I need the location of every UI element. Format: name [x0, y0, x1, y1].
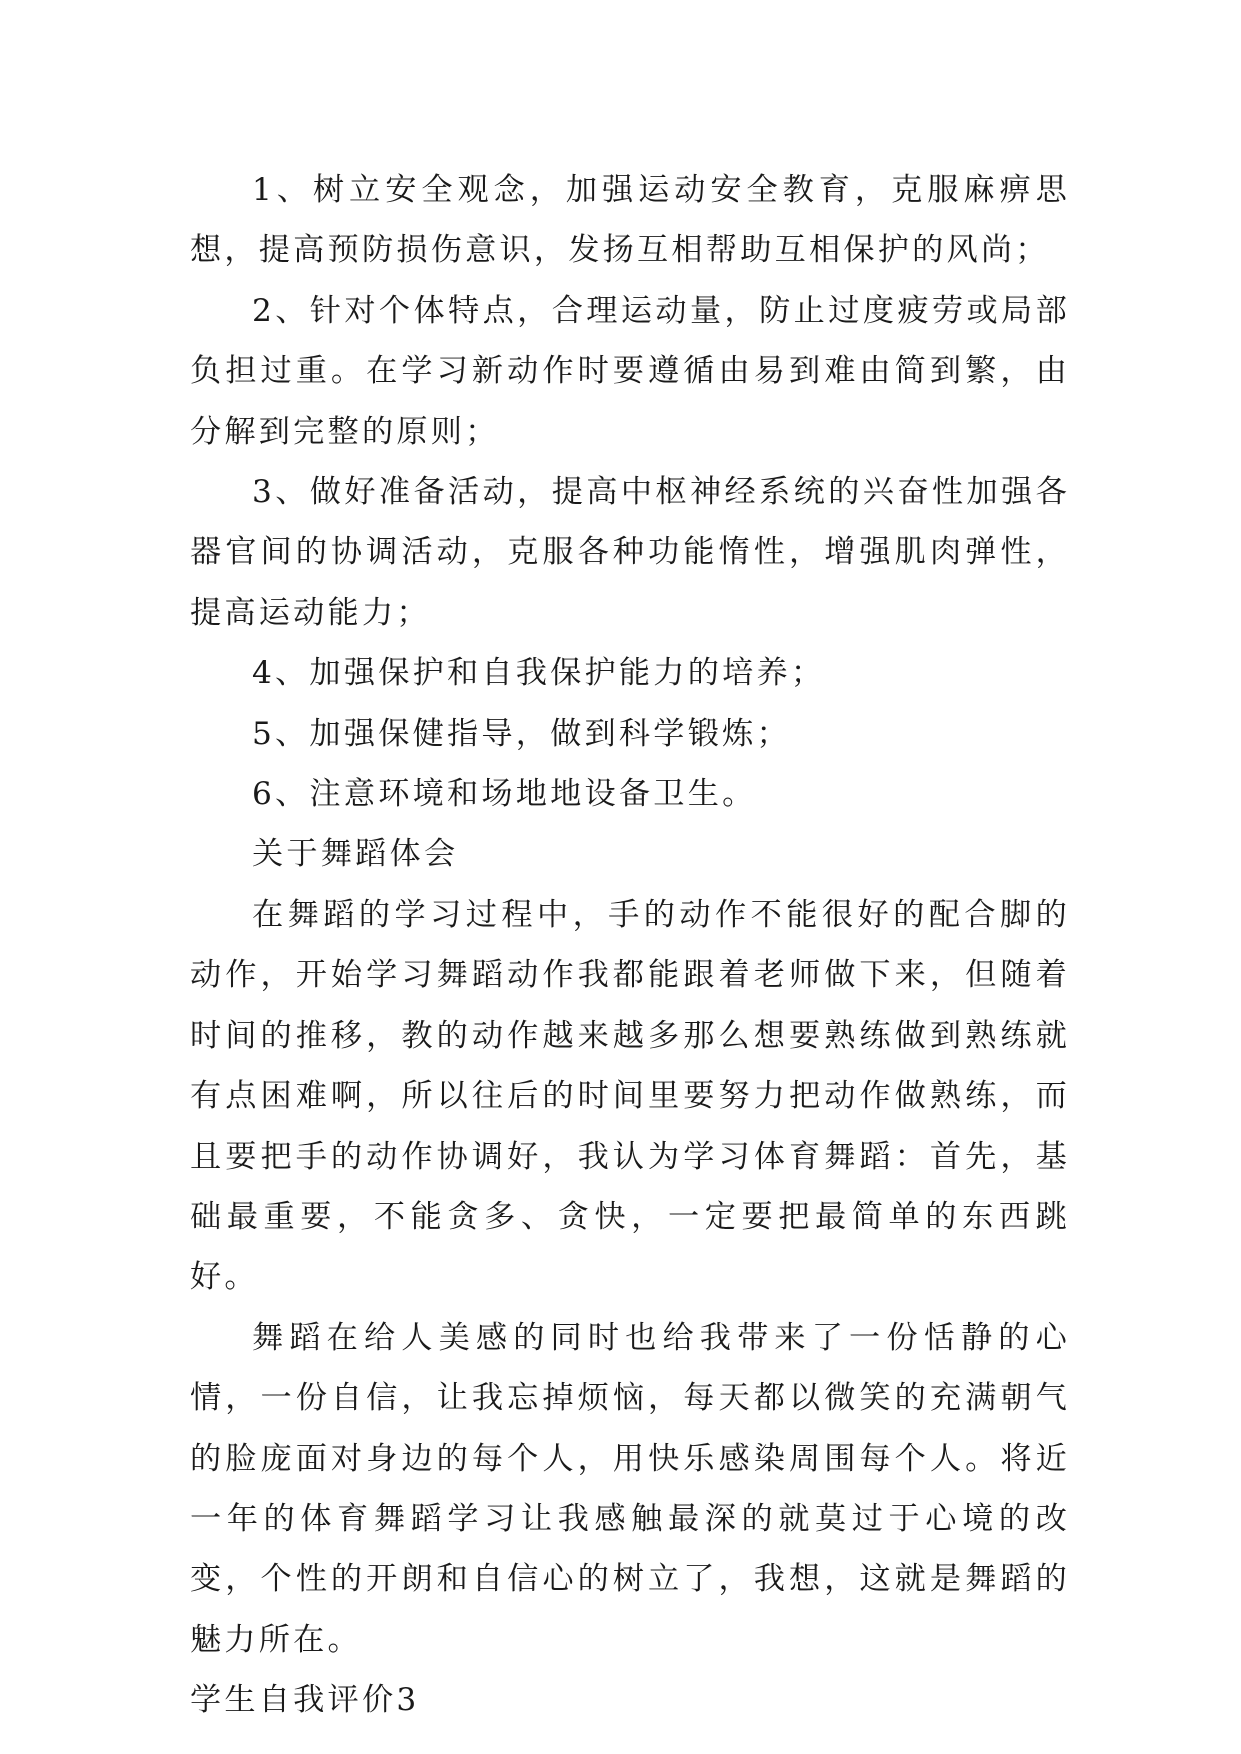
safety-item-1: 1、树立安全观念，加强运动安全教育，克服麻痹思想，提高预防损伤意识，发扬互相帮助互相保护的风尚； [190, 172, 1070, 269]
dance-paragraph-2: 舞蹈在给人美感的同时也给我带来了一份恬静的心情，一份自信，让我忘掉烦恼，每天都以微笑的充满朝气的脸庞面对身边的每个人，用快乐感染周围每个人。将近一年的体育舞蹈学习让我感触最深的就莫过于心境的改变，个性的开朗和自信心的树立了，我想，这就是舞蹈的魅力所在。 [190, 1319, 1070, 1658]
section-heading-self-evaluation: 学生自我评价3 [190, 1682, 420, 1719]
safety-item-4: 4、加强保护和自我保护能力的培养； [252, 655, 826, 692]
section-heading-dance: 关于舞蹈体会 [252, 836, 459, 873]
document-body [190, 160, 1070, 1731]
safety-item-6: 6、注意环境和场地地设备卫生。 [252, 776, 757, 813]
safety-item-2: 2、针对个体特点，合理运动量，防止过度疲劳或局部负担过重。在学习新动作时要遵循由易到难由简到繁，由分解到完整的原则； [190, 292, 1070, 450]
dance-paragraph-1: 在舞蹈的学习过程中，手的动作不能很好的配合脚的动作，开始学习舞蹈动作我都能跟着老师做下来，但随着时间的推移，教的动作越来越多那么想要熟练做到熟练就有点困难啊，所以往后的时间里要努力把动作做熟练，而且要把手的动作协调好，我认为学习体育舞蹈：首先，基础最重要，不能贪多、贪快，一定要把最简单的东西跳好。 [190, 896, 1070, 1296]
safety-item-5: 5、加强保健指导，做到科学锻炼； [252, 715, 791, 752]
safety-item-3: 3、做好准备活动，提高中枢神经系统的兴奋性加强各器官间的协调活动，克服各种功能惰性，增强肌肉弹性，提高运动能力； [190, 474, 1070, 631]
